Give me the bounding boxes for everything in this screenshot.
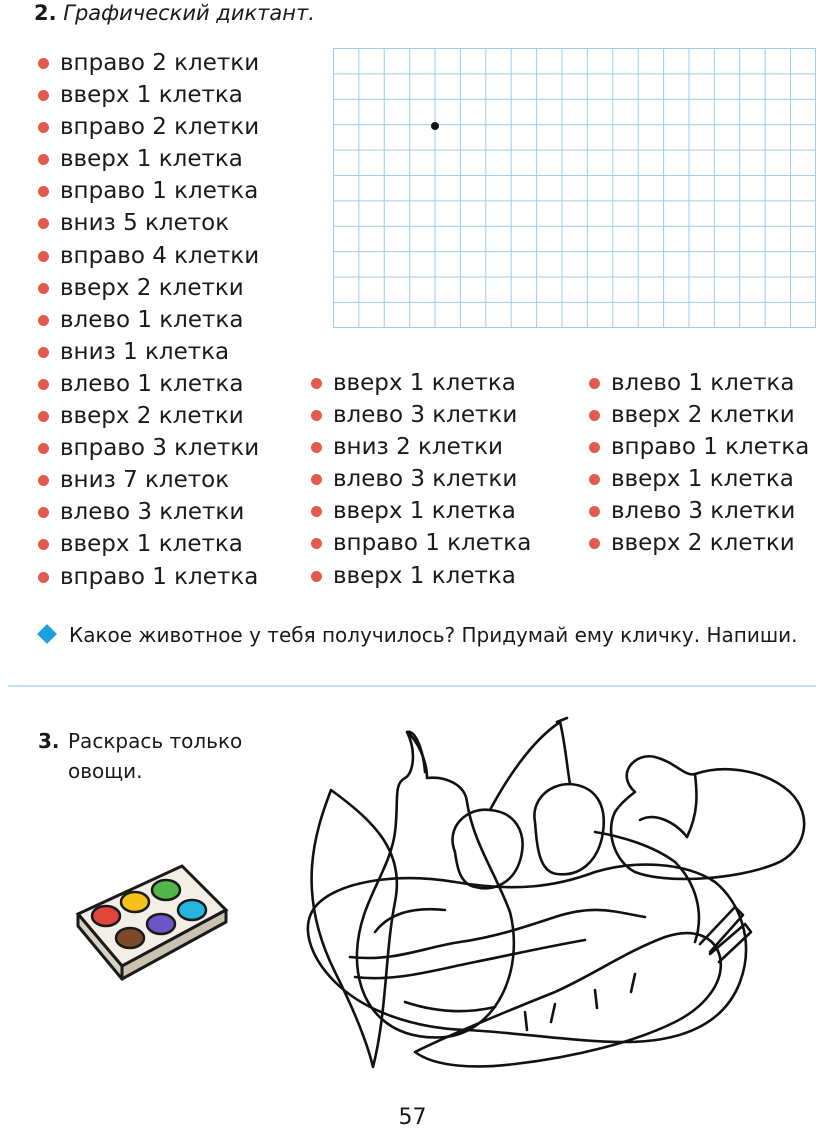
dictation-step-text: вверх 1 клетка: [333, 562, 516, 589]
bullet-dot-icon: [38, 186, 49, 197]
bullet-dot-icon: [38, 347, 49, 358]
task3-heading: [38, 726, 242, 786]
task2-title: Графический диктант.: [63, 1, 315, 25]
apple-outline: [611, 756, 804, 879]
leaf-outline: [312, 790, 397, 1067]
dictation-step: [38, 400, 259, 432]
bullet-dot-icon: [38, 507, 49, 518]
dictation-step: [589, 367, 809, 399]
dictation-step: [589, 431, 809, 463]
dictation-step-text: вправо 1 клетка: [611, 434, 810, 461]
dictation-step: [38, 561, 259, 593]
dictation-step-text: вниз 1 клетка: [60, 338, 230, 365]
bullet-dot-icon: [589, 474, 600, 485]
bullet-dot-icon: [589, 538, 600, 549]
dictation-step: [589, 495, 809, 527]
dictation-step-text: вниз 2 клетки: [333, 434, 504, 461]
overlapping-fruits-vegetables-drawing[interactable]: [295, 712, 815, 1087]
dictation-step-text: вправо 2 клетки: [60, 50, 260, 76]
bullet-dot-icon: [589, 410, 600, 421]
dictation-step-text: вниз 7 клеток: [60, 467, 230, 494]
dictation-step-text: влево 3 клетки: [60, 499, 245, 526]
dictation-step-text: вверх 2 клетки: [611, 402, 795, 429]
task3-number: 3.: [38, 729, 60, 753]
bullet-dot-icon: [311, 378, 322, 389]
dictation-step: [38, 304, 259, 336]
dictation-step: [38, 240, 259, 272]
dictation-step: [311, 399, 531, 431]
dictation-step: [589, 399, 809, 431]
dictation-step-text: вправо 1 клетка: [60, 563, 259, 590]
dictation-step-text: вправо 2 клетки: [60, 114, 260, 141]
bullet-dot-icon: [589, 378, 600, 389]
bullet-dot-icon: [589, 506, 600, 517]
dictation-step-text: влево 3 клетки: [611, 498, 796, 525]
bullet-dot-icon: [38, 90, 49, 101]
task3-text-line1: Раскрась только: [68, 729, 243, 753]
question-text: Какое животное у тебя получилось? Придумай ему кличку. Напиши.: [69, 623, 798, 647]
carrot-outline: [415, 933, 721, 1066]
dictation-step-text: вверх 1 клетка: [333, 370, 516, 396]
bullet-dot-icon: [311, 506, 322, 517]
dictation-step: [589, 463, 809, 495]
dictation-step-text: вверх 1 клетка: [60, 82, 243, 109]
dictation-step-text: влево 3 клетки: [333, 402, 518, 429]
paint-palette-icon: [70, 862, 235, 987]
dictation-step-text: вправо 4 клетки: [60, 242, 260, 269]
dictation-step-text: вправо 1 клетка: [333, 530, 532, 557]
pear-outline: [357, 732, 514, 1037]
bullet-dot-icon: [589, 442, 600, 453]
bullet-dot-icon: [38, 218, 49, 229]
bullet-dot-icon: [38, 315, 49, 326]
task2-number: 2.: [34, 1, 57, 25]
graph-paper-grid[interactable]: [333, 48, 816, 328]
dictation-step: [38, 464, 259, 496]
dictation-step: [38, 432, 259, 464]
dictation-step: [38, 143, 259, 175]
dictation-step: [311, 527, 531, 559]
dictation-step: [38, 272, 259, 304]
bullet-dot-icon: [38, 122, 49, 133]
bullet-dot-icon: [311, 442, 322, 453]
dictation-step: [38, 496, 259, 528]
bullet-dot-icon: [38, 572, 49, 583]
bullet-dot-icon: [38, 475, 49, 486]
bullet-dot-icon: [311, 571, 322, 582]
dictation-step: [311, 495, 531, 527]
dictation-column-2: [311, 367, 531, 592]
bullet-dot-icon: [38, 58, 49, 69]
dictation-step: [311, 431, 531, 463]
bullet-dot-icon: [311, 410, 322, 421]
bullet-dot-icon: [38, 379, 49, 390]
dictation-step-text: вправо 1 клетка: [60, 178, 259, 205]
dictation-step-text: вниз 5 клеток: [60, 210, 230, 237]
dictation-step: [38, 79, 259, 111]
dictation-step-text: влево 1 клетка: [60, 306, 244, 333]
bullet-dot-icon: [38, 154, 49, 165]
dictation-step-text: вправо 3 клетки: [60, 435, 260, 462]
bullet-dot-icon: [38, 283, 49, 294]
dictation-step: [38, 336, 259, 368]
cherry-right-outline: [534, 784, 603, 874]
page-number: 57: [398, 1105, 427, 1130]
dictation-step: [38, 368, 259, 400]
diamond-icon: [37, 624, 57, 644]
dictation-step-text: вверх 2 клетки: [611, 530, 795, 557]
dictation-step: [38, 111, 259, 143]
dictation-step-text: вверх 1 клетка: [60, 531, 243, 558]
dictation-step-text: вверх 2 клетки: [60, 274, 244, 301]
dictation-step-text: вверх 1 клетка: [60, 146, 243, 173]
bullet-dot-icon: [311, 474, 322, 485]
bullet-dot-icon: [38, 411, 49, 422]
dictation-step-text: вверх 1 клетка: [333, 498, 516, 525]
dictation-step: [38, 47, 259, 79]
dictation-step: [589, 527, 809, 559]
dictation-step-text: вверх 1 клетка: [611, 466, 794, 493]
bullet-dot-icon: [38, 443, 49, 454]
dictation-step-text: вверх 2 клетки: [60, 403, 244, 430]
dictation-step: [38, 528, 259, 560]
task3-text-line2: овощи.: [68, 759, 143, 783]
dictation-step: [38, 175, 259, 207]
bullet-dot-icon: [38, 251, 49, 262]
task2-heading: [34, 0, 315, 26]
section-divider: [8, 685, 816, 687]
dictation-step-text: влево 1 клетка: [611, 370, 795, 396]
dictation-column-3: [589, 367, 809, 560]
start-point-dot: [431, 122, 439, 130]
dictation-step: [311, 560, 531, 592]
bullet-dot-icon: [311, 538, 322, 549]
dictation-step: [311, 367, 531, 399]
bullet-dot-icon: [38, 539, 49, 550]
dictation-step: [311, 463, 531, 495]
dictation-column-1: [38, 47, 259, 593]
cherry-left-outline: [453, 810, 523, 889]
dictation-step-text: влево 1 клетка: [60, 370, 244, 397]
question-line: [36, 620, 798, 650]
dictation-step-text: влево 3 клетки: [333, 466, 518, 493]
dictation-step: [38, 207, 259, 239]
